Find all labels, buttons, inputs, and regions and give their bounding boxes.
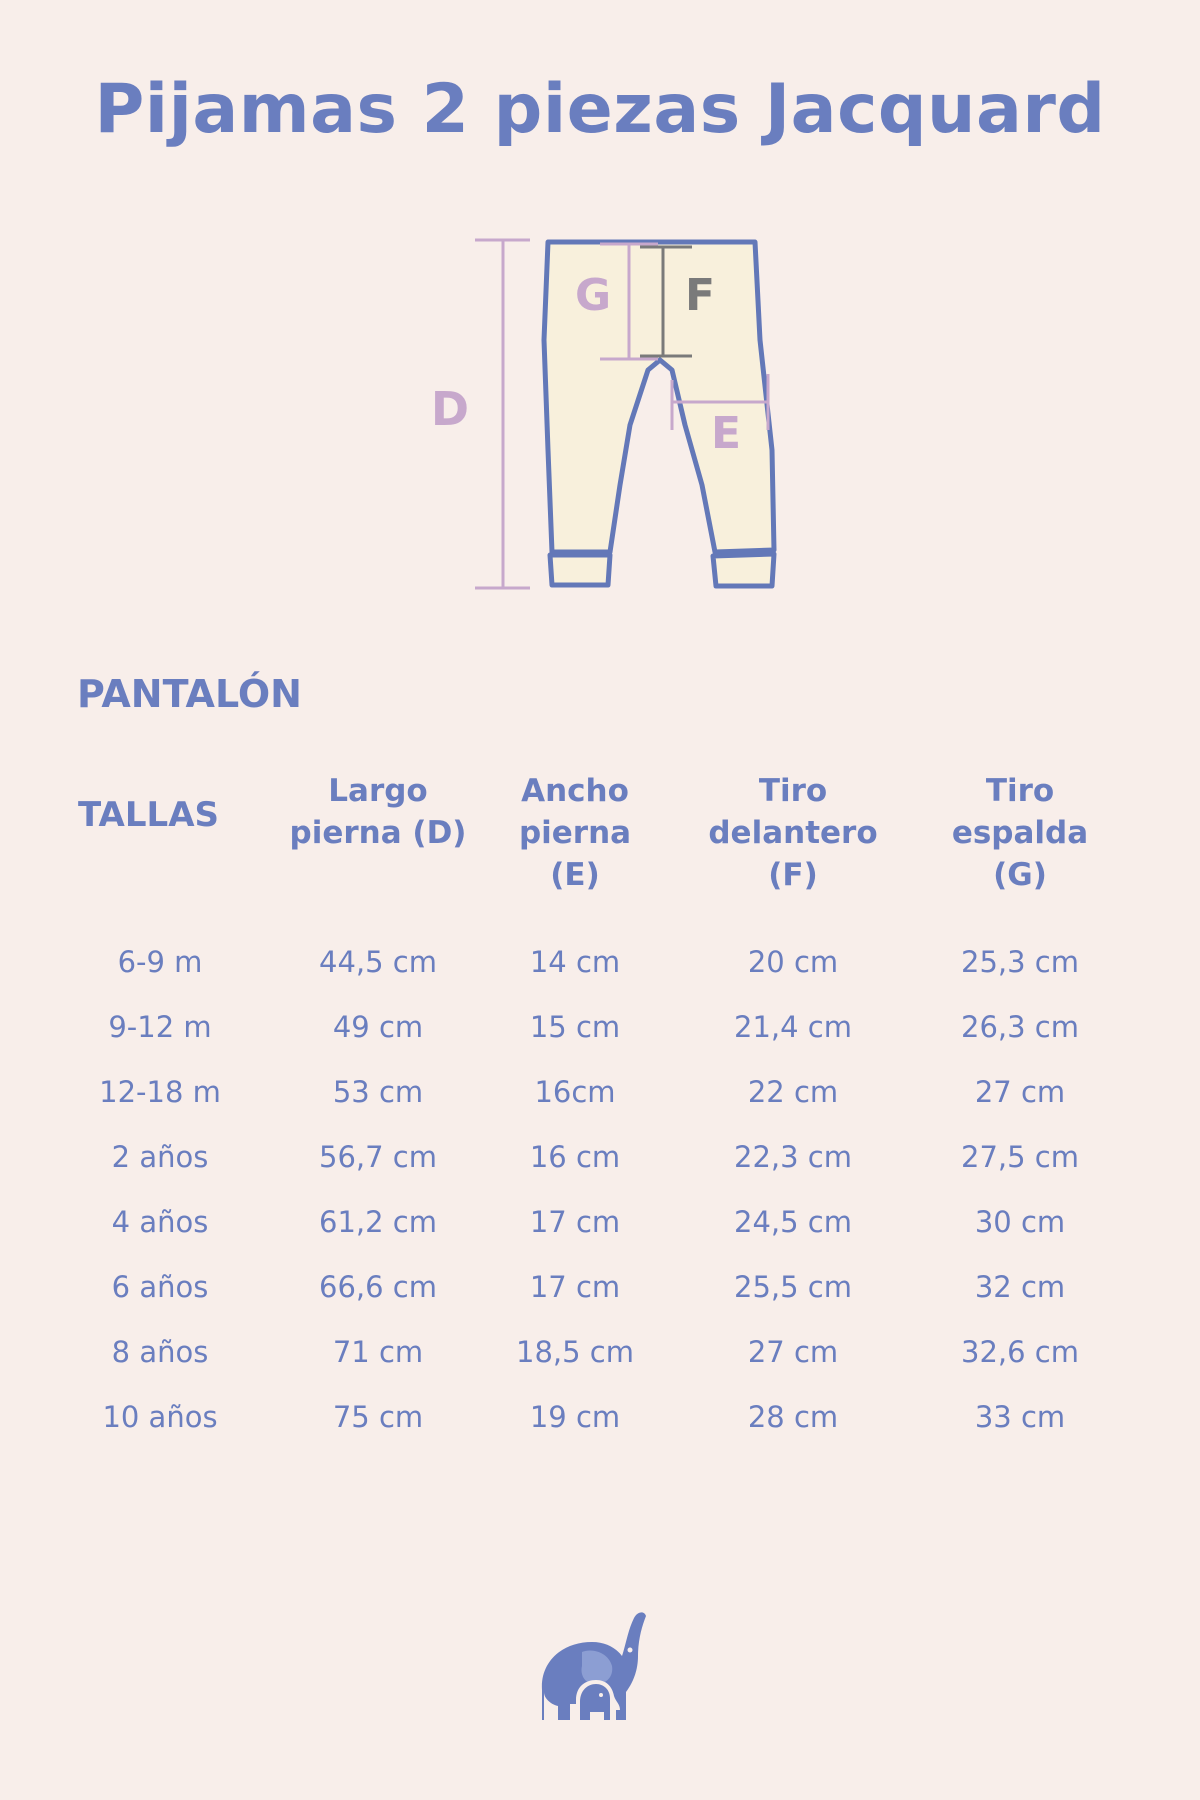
back-rise-cell: 33 cm — [974, 1400, 1066, 1434]
length-cell: 44,5 cm — [319, 945, 437, 979]
front-rise-cell: 22,3 cm — [734, 1140, 852, 1174]
back-rise-cell: 32 cm — [974, 1270, 1066, 1304]
table-row — [60, 1255, 1150, 1320]
front-rise-cell: 22 cm — [747, 1075, 839, 1109]
measure-d-line — [475, 240, 530, 588]
right-cuff — [713, 554, 774, 586]
section-title-pantalon: PANTALÓN — [77, 672, 302, 716]
table-row — [60, 930, 1150, 995]
table-header-row — [60, 770, 1150, 920]
size-cell: 4 años — [111, 1205, 209, 1239]
width-cell: 17 cm — [529, 1270, 621, 1304]
size-cell: 10 años — [102, 1400, 218, 1434]
length-cell: 61,2 cm — [319, 1205, 437, 1239]
size-cell: 6 años — [111, 1270, 209, 1304]
back-rise-cell: 27 cm — [974, 1075, 1066, 1109]
table-row — [60, 1125, 1150, 1190]
width-cell: 19 cm — [529, 1400, 621, 1434]
table-row — [60, 1190, 1150, 1255]
size-cell: 2 años — [111, 1140, 209, 1174]
front-rise-cell: 28 cm — [747, 1400, 839, 1434]
table-body — [60, 930, 1150, 1450]
page-title: Pijamas 2 piezas Jacquard — [94, 70, 1106, 149]
column-header-tiro-espalda: Tiro espalda (G) — [951, 773, 1089, 893]
column-header-tallas: TALLAS — [78, 795, 219, 835]
width-cell: 16 cm — [529, 1140, 621, 1174]
front-rise-cell: 20 cm — [747, 945, 839, 979]
table-row — [60, 995, 1150, 1060]
pants-measurement-diagram — [400, 220, 800, 600]
front-rise-cell: 27 cm — [747, 1335, 839, 1369]
back-rise-cell: 26,3 cm — [961, 1010, 1079, 1044]
length-cell: 56,7 cm — [319, 1140, 437, 1174]
front-rise-cell: 24,5 cm — [734, 1205, 852, 1239]
front-rise-cell: 21,4 cm — [734, 1010, 852, 1044]
column-header-tiro-delantero: Tiro delantero (F) — [708, 773, 878, 893]
back-rise-cell: 25,3 cm — [961, 945, 1079, 979]
length-cell: 53 cm — [332, 1075, 424, 1109]
label-g: G — [574, 270, 612, 321]
size-cell: 6-9 m — [117, 945, 203, 979]
table-row — [60, 1060, 1150, 1125]
length-cell: 49 cm — [332, 1010, 424, 1044]
table-row — [60, 1385, 1150, 1450]
width-cell: 16cm — [534, 1075, 616, 1109]
length-cell: 71 cm — [332, 1335, 424, 1369]
label-e: E — [710, 408, 742, 459]
size-table — [60, 770, 1150, 1434]
label-f: F — [684, 270, 716, 321]
size-cell: 9-12 m — [108, 1010, 212, 1044]
table-row — [60, 1320, 1150, 1385]
column-header-ancho-pierna: Ancho pierna (E) — [518, 773, 632, 893]
column-header-largo-pierna: Largo pierna (D) — [289, 773, 467, 851]
label-d: D — [430, 382, 470, 436]
width-cell: 17 cm — [529, 1205, 621, 1239]
size-cell: 12-18 m — [99, 1075, 221, 1109]
width-cell: 14 cm — [529, 945, 621, 979]
elephant-logo-icon — [530, 1600, 670, 1730]
back-rise-cell: 27,5 cm — [961, 1140, 1079, 1174]
length-cell: 66,6 cm — [319, 1270, 437, 1304]
width-cell: 15 cm — [529, 1010, 621, 1044]
back-rise-cell: 32,6 cm — [961, 1335, 1079, 1369]
left-cuff — [550, 555, 610, 585]
size-cell: 8 años — [111, 1335, 209, 1369]
width-cell: 18,5 cm — [516, 1335, 634, 1369]
back-rise-cell: 30 cm — [974, 1205, 1066, 1239]
length-cell: 75 cm — [332, 1400, 424, 1434]
front-rise-cell: 25,5 cm — [734, 1270, 852, 1304]
